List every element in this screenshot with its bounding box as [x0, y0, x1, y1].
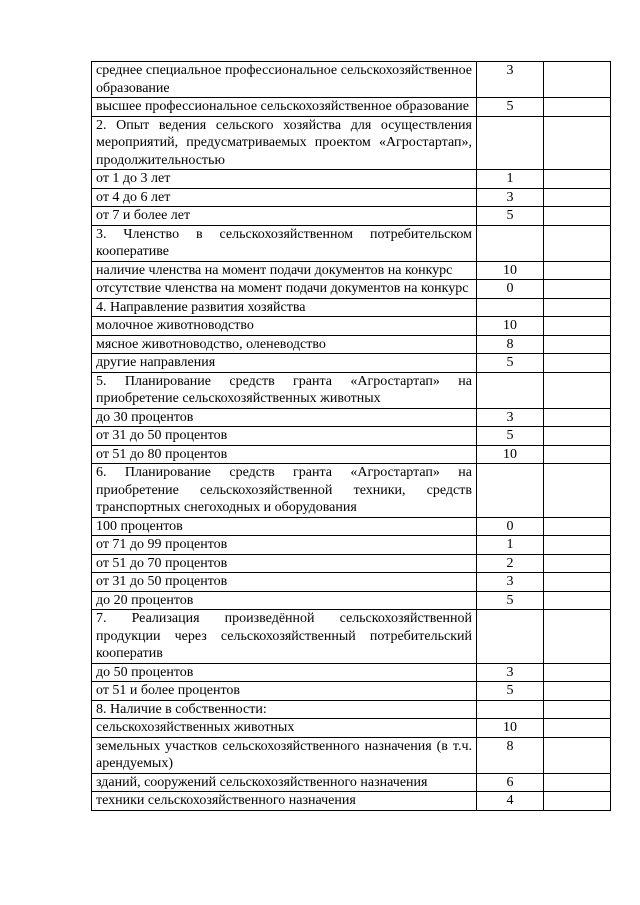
- score-cell: 5: [477, 354, 544, 373]
- criterion-cell: [92, 554, 477, 573]
- score-cell: 5: [477, 207, 544, 226]
- empty-cell: [544, 354, 611, 373]
- criterion-cell: [92, 427, 477, 446]
- criterion-cell: [92, 445, 477, 464]
- criterion-text: мясное животноводство, оленеводство: [96, 336, 326, 352]
- score-cell: [477, 116, 544, 170]
- criteria-table-body: [92, 62, 611, 811]
- criterion-text: от 51 до 70 процентов: [96, 555, 228, 571]
- criterion-text: 6. Планирование средств гранта «Агростартап» на приобретение сельскохозяйственной техники, средств транспортных снегоходных и оборудования: [96, 465, 472, 515]
- empty-cell: [544, 188, 611, 207]
- table-row: [92, 372, 611, 408]
- criterion-text: от 4 до 6 лет: [96, 189, 171, 205]
- empty-cell: [544, 719, 611, 738]
- criterion-cell: [92, 408, 477, 427]
- criterion-text: техники сельскохозяйственного назначения: [96, 793, 356, 808]
- criteria-table: [91, 61, 611, 811]
- criterion-cell: [92, 261, 477, 280]
- score-cell: 1: [477, 170, 544, 189]
- score-cell: 0: [477, 280, 544, 299]
- score-cell: 8: [477, 737, 544, 773]
- table-row: [92, 663, 611, 682]
- table-row: [92, 261, 611, 280]
- table-row: [92, 464, 611, 518]
- criterion-text: зданий, сооружений сельскохозяйственного назначения: [96, 774, 428, 790]
- criterion-cell: [92, 298, 477, 317]
- score-cell: [477, 225, 544, 261]
- empty-cell: [544, 554, 611, 573]
- table-row: [92, 700, 611, 719]
- empty-cell: [544, 298, 611, 317]
- table-row: [92, 170, 611, 189]
- table-row: [92, 682, 611, 701]
- score-cell: 3: [477, 188, 544, 207]
- score-cell: 6: [477, 773, 544, 792]
- criterion-text: 7. Реализация произведённой сельскохозяйственной продукции через сельскохозяйственный потребительский кооператив: [96, 611, 472, 661]
- criterion-text: до 50 процентов: [96, 664, 194, 680]
- criterion-cell: [92, 536, 477, 555]
- empty-cell: [544, 663, 611, 682]
- score-cell: 3: [477, 408, 544, 427]
- empty-cell: [544, 116, 611, 170]
- empty-cell: [544, 792, 611, 811]
- criterion-text: от 31 до 50 процентов: [96, 574, 228, 589]
- empty-cell: [544, 317, 611, 336]
- score-cell: 1: [477, 536, 544, 555]
- criterion-cell: [92, 700, 477, 719]
- score-cell: 8: [477, 335, 544, 354]
- table-row: [92, 445, 611, 464]
- criterion-cell: [92, 610, 477, 664]
- criterion-text: высшее профессиональное сельскохозяйственное образование: [96, 99, 469, 114]
- table-row: [92, 719, 611, 738]
- criterion-cell: [92, 280, 477, 299]
- criterion-text: от 7 и более лет: [96, 208, 191, 223]
- score-cell: [477, 372, 544, 408]
- empty-cell: [544, 445, 611, 464]
- criterion-text: от 1 до 3 лет: [96, 171, 171, 186]
- criterion-cell: [92, 98, 477, 117]
- empty-cell: [544, 372, 611, 408]
- empty-cell: [544, 536, 611, 555]
- empty-cell: [544, 408, 611, 427]
- table-row: [92, 554, 611, 573]
- score-cell: 5: [477, 591, 544, 610]
- empty-cell: [544, 773, 611, 792]
- table-row: [92, 536, 611, 555]
- criterion-cell: [92, 170, 477, 189]
- criterion-text: сельскохозяйственных животных: [96, 720, 295, 735]
- criterion-cell: [92, 188, 477, 207]
- table-row: [92, 62, 611, 98]
- table-row: [92, 280, 611, 299]
- table-row: [92, 298, 611, 317]
- criterion-cell: [92, 682, 477, 701]
- empty-cell: [544, 207, 611, 226]
- empty-cell: [544, 517, 611, 536]
- criterion-text: молочное животноводство: [96, 318, 254, 333]
- table-row: [92, 188, 611, 207]
- criterion-cell: [92, 719, 477, 738]
- empty-cell: [544, 464, 611, 518]
- score-cell: 10: [477, 445, 544, 464]
- empty-cell: [544, 280, 611, 299]
- score-cell: 4: [477, 792, 544, 811]
- score-cell: [477, 610, 544, 664]
- score-cell: 2: [477, 554, 544, 573]
- table-row: [92, 225, 611, 261]
- criterion-text: 100 процентов: [96, 518, 183, 534]
- criterion-cell: [92, 207, 477, 226]
- table-row: [92, 773, 611, 792]
- criterion-cell: [92, 464, 477, 518]
- criterion-cell: [92, 317, 477, 336]
- table-row: [92, 207, 611, 226]
- criterion-text: 8. Наличие в собственности:: [96, 701, 267, 717]
- table-row: [92, 335, 611, 354]
- criterion-cell: [92, 62, 477, 98]
- table-row: [92, 98, 611, 117]
- criterion-cell: [92, 773, 477, 792]
- table-row: [92, 737, 611, 773]
- criterion-cell: [92, 737, 477, 773]
- criterion-cell: [92, 116, 477, 170]
- score-cell: 3: [477, 62, 544, 98]
- criterion-cell: [92, 225, 477, 261]
- criterion-cell: [92, 372, 477, 408]
- table-row: [92, 610, 611, 664]
- table-row: [92, 317, 611, 336]
- score-cell: [477, 464, 544, 518]
- criterion-text: 2. Опыт ведения сельского хозяйства для осуществления мероприятий, предусматриваемых проектом «Агростартап», продолжительностью: [96, 117, 472, 168]
- score-cell: [477, 298, 544, 317]
- table-row: [92, 792, 611, 811]
- empty-cell: [544, 737, 611, 773]
- empty-cell: [544, 261, 611, 280]
- criterion-cell: [92, 354, 477, 373]
- criterion-text: до 30 процентов: [96, 409, 194, 425]
- empty-cell: [544, 170, 611, 189]
- criterion-cell: [92, 663, 477, 682]
- criterion-text: от 71 до 99 процентов: [96, 537, 228, 552]
- empty-cell: [544, 573, 611, 592]
- criterion-cell: [92, 573, 477, 592]
- score-cell: 10: [477, 261, 544, 280]
- score-cell: 10: [477, 317, 544, 336]
- score-cell: 5: [477, 98, 544, 117]
- score-cell: 3: [477, 573, 544, 592]
- table-row: [92, 591, 611, 610]
- criterion-cell: [92, 591, 477, 610]
- empty-cell: [544, 98, 611, 117]
- criterion-text: от 31 до 50 процентов: [96, 428, 228, 443]
- empty-cell: [544, 427, 611, 446]
- score-cell: 5: [477, 427, 544, 446]
- criterion-text: 4. Направление развития хозяйства: [96, 299, 306, 315]
- empty-cell: [544, 700, 611, 719]
- score-cell: 10: [477, 719, 544, 738]
- table-row: [92, 573, 611, 592]
- score-cell: 0: [477, 517, 544, 536]
- table-row: [92, 427, 611, 446]
- empty-cell: [544, 335, 611, 354]
- empty-cell: [544, 62, 611, 98]
- criterion-text: отсутствие членства на момент подачи документов на конкурс: [96, 281, 469, 296]
- table-row: [92, 517, 611, 536]
- empty-cell: [544, 682, 611, 701]
- score-cell: 3: [477, 663, 544, 682]
- criterion-text: другие направления: [96, 355, 216, 370]
- criterion-cell: [92, 792, 477, 811]
- criterion-cell: [92, 517, 477, 536]
- table-row: [92, 354, 611, 373]
- empty-cell: [544, 225, 611, 261]
- empty-cell: [544, 591, 611, 610]
- table-row: [92, 116, 611, 170]
- criterion-text: 5. Планирование средств гранта «Агростартап» на приобретение сельскохозяйственных животных: [96, 373, 472, 406]
- criterion-cell: [92, 335, 477, 354]
- score-cell: 5: [477, 682, 544, 701]
- criterion-text: среднее специальное профессиональное сельскохозяйственное образование: [96, 63, 472, 96]
- score-cell: [477, 700, 544, 719]
- criterion-text: от 51 до 80 процентов: [96, 446, 228, 462]
- criterion-text: от 51 и более процентов: [96, 683, 241, 698]
- criterion-text: 3. Членство в сельскохозяйственном потребительском кооперативе: [96, 226, 472, 259]
- criterion-text: земельных участков сельскохозяйственного назначения (в т.ч. арендуемых): [96, 738, 472, 771]
- criterion-text: наличие членства на момент подачи документов на конкурс: [96, 262, 453, 278]
- empty-cell: [544, 610, 611, 664]
- table-row: [92, 408, 611, 427]
- criterion-text: до 20 процентов: [96, 592, 194, 608]
